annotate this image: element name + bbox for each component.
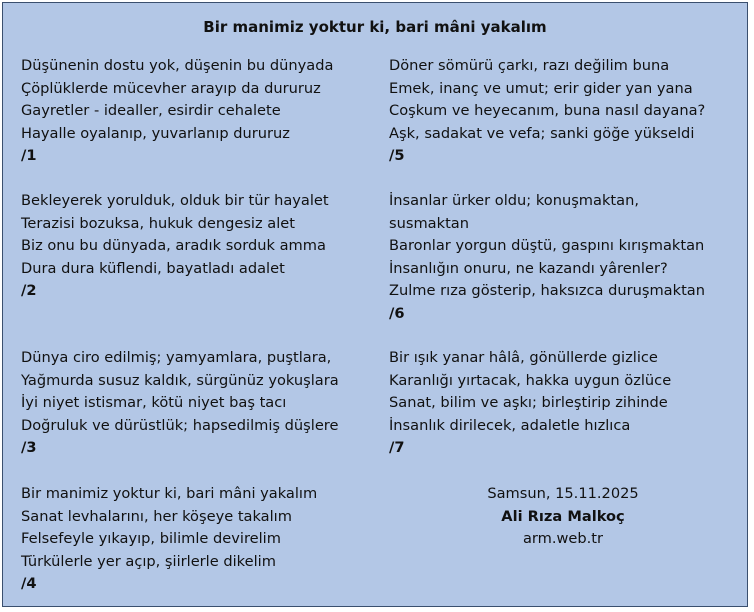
stanza-number: /3 [21, 439, 37, 456]
stanza-number: /2 [21, 282, 37, 299]
stanza-line: Aşk, sadakat ve vefa; sanki göğe yükseldi [389, 124, 695, 142]
stanza-number: /6 [389, 304, 405, 322]
stanza-line: Karanlığı yırtacak, hakka uygun özlüce [389, 371, 672, 389]
author-name: Ali Rıza Malkoç [501, 507, 625, 525]
poem-title: Bir manimiz yoktur ki, bari mâni yakalım [203, 18, 547, 36]
website-text: arm.web.tr [522, 530, 604, 547]
poem-card [2, 2, 748, 607]
stanza-5 [389, 55, 705, 168]
stanza-line: Sanat, bilim ve aşkı; birleştirip zihinde [389, 394, 668, 411]
stanza-number: /5 [389, 147, 405, 164]
stanza-line: Türkülerle yer açıp, şiirlerle dikelim [21, 552, 276, 570]
stanza-line: Hayalle oyalanıp, yuvarlanıp dururuz [21, 124, 290, 142]
stanza-line: Biz onu bu dünyada, aradık sorduk amma [21, 237, 326, 254]
stanza-line: Terazisi bozuksa, hukuk dengesiz alet [21, 214, 295, 232]
stanza-line: Baronlar yorgun düştü, gaspını kırışmaktan [389, 237, 705, 254]
stanza-line: İyi niyet istismar, kötü niyet baş tacı [21, 394, 287, 411]
stanza-line: Felsefeyle yıkayıp, bilimle devirelim [21, 530, 281, 547]
stanza-number: /7 [389, 439, 405, 456]
stanza-line: İnsanlığın onuru, ne kazandı yârenler? [389, 259, 668, 277]
stanza-line: Dünya ciro edilmiş; yamyamlara, puştlara, [21, 349, 332, 366]
stanza-line: İnsanlar ürker oldu; konuşmaktan, [389, 192, 639, 209]
stanza-6 [389, 190, 705, 325]
stanza-line: Döner sömürü çarkı, razı değilim buna [389, 57, 670, 74]
stanza-4 [21, 483, 317, 596]
stanza-line: Sanat levhalarını, her köşeye takalım [21, 507, 292, 525]
place-date: Samsun, 15.11.2025 [487, 485, 639, 502]
stanza-line: Bekleyerek yorulduk, olduk bir tür hayalet [21, 192, 329, 209]
stanza-1 [21, 55, 333, 168]
stanza-line: Zulme rıza gösterip, haksızca duruşmaktan [389, 282, 705, 299]
stanza-number: /1 [21, 147, 37, 164]
stanza-line: Coşkum ve heyecanım, buna nasıl dayana? [389, 102, 706, 119]
stanza-line: Dura dura küflendi, bayatladı adalet [21, 259, 285, 277]
stanza-number: /4 [21, 575, 37, 592]
stanza-7 [389, 347, 671, 460]
stanza-3 [21, 347, 339, 460]
stanza-line: Doğruluk ve dürüstlük; hapsedilmiş düşlere [21, 416, 339, 434]
stanza-line: Yağmurda susuz kaldık, sürgünüz yokuşlara [21, 371, 339, 389]
stanza-line: Emek, inanç ve umut; erir gider yan yana [389, 79, 693, 97]
stanza-line: susmaktan [389, 214, 469, 232]
stanza-2 [21, 190, 329, 303]
stanza-line: Çöplüklerde mücevher arayıp da dururuz [21, 79, 321, 97]
signature-block [388, 483, 738, 551]
stanza-line: Bir ışık yanar hâlâ, gönüllerde gizlice [389, 349, 658, 366]
stanza-line: Düşünenin dostu yok, düşenin bu dünyada [21, 57, 334, 74]
stanza-line: İnsanlık dirilecek, adaletle hızlıca [389, 416, 631, 434]
stanza-line: Bir manimiz yoktur ki, bari mâni yakalım [21, 485, 318, 502]
stanza-line: Gayretler - idealler, esirdir cehalete [21, 102, 281, 119]
